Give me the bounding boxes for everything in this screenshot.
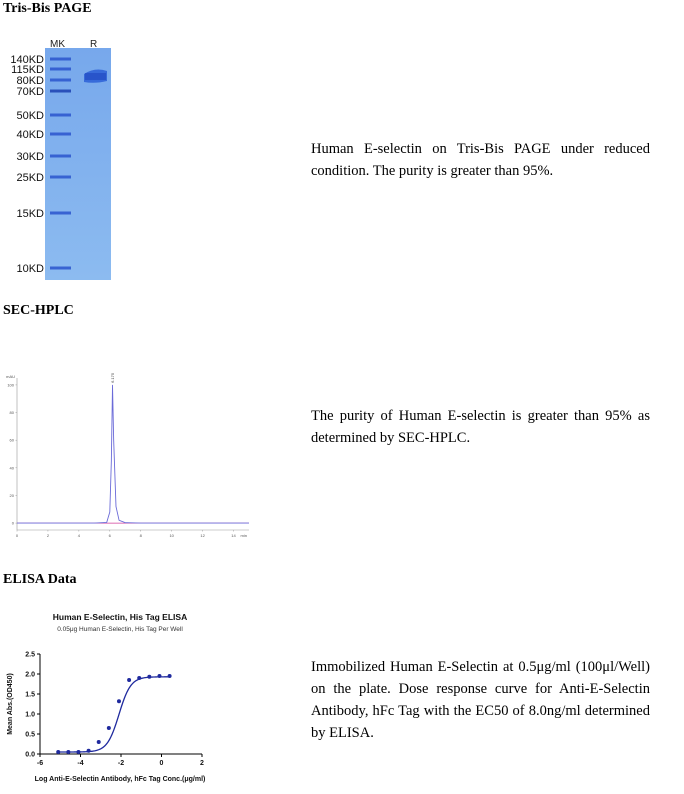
elisa-data-point [168, 674, 172, 678]
sample-band-core [85, 73, 106, 80]
elisa-y-tick-label: 2.0 [25, 671, 35, 679]
elisa-data-point [117, 699, 121, 703]
marker-band [50, 133, 71, 136]
elisa-data-point [127, 678, 131, 682]
gel-image [0, 38, 120, 280]
marker-label: 70KD [16, 86, 44, 98]
sec-y-tick-label: 80 [9, 410, 14, 416]
marker-band [50, 267, 71, 270]
elisa-data-point [157, 674, 161, 678]
gel-heading: Tris-Bis PAGE [3, 1, 92, 16]
elisa-data-point [66, 750, 70, 754]
gel-background [45, 48, 111, 280]
elisa-subtitle: 0.05μg Human E-Selectin, His Tag Per Well [57, 626, 183, 633]
marker-band [50, 68, 71, 71]
sec-x-tick-label: 2 [46, 533, 50, 538]
elisa-data-point [76, 750, 80, 754]
marker-band [50, 176, 71, 179]
elisa-x-label: Log Anti-E-Selectin Antibody, hFc Tag Conc.(μg/ml) [34, 776, 206, 783]
sec-y-tick-label: 40 [9, 465, 14, 471]
marker-label: 140KD [10, 54, 44, 66]
sec-y-unit: mAU [6, 374, 15, 379]
lane-label-r: R [90, 39, 98, 50]
sec-y-tick-label: 0 [11, 520, 14, 526]
elisa-chart [0, 608, 260, 794]
sec-description: The purity of Human E-selectin is greater than 95% as determined by SEC-HPLC. [311, 408, 650, 446]
sec-x-tick-label: 14 [231, 533, 236, 538]
sec-heading: SEC-HPLC [3, 303, 74, 318]
elisa-y-label: Mean Abs.(OD450) [7, 673, 14, 735]
elisa-x-tick-label: -6 [36, 760, 44, 767]
elisa-y-tick-label: 0.5 [25, 731, 35, 739]
elisa-data-point [137, 676, 141, 680]
marker-band [50, 90, 71, 93]
marker-band [50, 155, 71, 158]
sec-x-tick-label: 0 [15, 533, 19, 538]
sec-y-tick-label: 100 [7, 382, 14, 388]
elisa-title: Human E-Selectin, His Tag ELISA [52, 612, 188, 622]
marker-band [50, 212, 71, 215]
marker-label: 30KD [16, 151, 44, 163]
sec-y-tick-label: 20 [9, 492, 14, 498]
elisa-data-point [87, 749, 91, 753]
sec-chart [0, 370, 255, 548]
marker-band [50, 114, 71, 117]
sec-x-tick-label: 6 [108, 533, 111, 538]
elisa-y-tick-label: 2.5 [25, 651, 35, 659]
elisa-x-tick-label: 2 [200, 760, 204, 767]
marker-band [50, 58, 71, 61]
elisa-data-point [107, 726, 111, 730]
gel-description: Human E-selectin on Tris-Bis PAGE under reduced condition. The purity is greater than 95%. [311, 141, 650, 179]
sec-x-tick-label: 4 [77, 533, 80, 538]
marker-label: 80KD [16, 75, 44, 87]
marker-label: 115KD [11, 64, 44, 76]
sec-x-tick-label: 8 [139, 533, 142, 538]
marker-label: 10KD [16, 263, 44, 275]
elisa-fit-curve [58, 677, 170, 752]
elisa-data-point [56, 750, 60, 754]
elisa-x-tick-label: -4 [77, 760, 84, 767]
elisa-y-tick-label: 0.0 [25, 751, 35, 759]
marker-label: 50KD [16, 110, 44, 122]
elisa-data-point [97, 740, 101, 744]
sec-x-tick-label: 10 [169, 533, 174, 538]
marker-label: 15KD [16, 208, 44, 220]
elisa-heading: ELISA Data [3, 572, 77, 587]
marker-label: 40KD [16, 129, 44, 141]
sec-x-unit: min [240, 533, 247, 538]
marker-band [50, 79, 71, 82]
elisa-description: Immobilized Human E-Selectin at 0.5μg/ml (100μl/Well) on the plate. Dose response curve for Anti-E-Selectin Antibody, hFc Tag with the EC50 of 8.0ng/ml determined by ELISA. [311, 659, 650, 741]
elisa-y-tick-label: 1.0 [25, 711, 35, 719]
lane-label-mk: MK [50, 39, 65, 50]
elisa-y-tick-label: 1.5 [25, 691, 35, 699]
elisa-data-point [147, 675, 151, 679]
marker-label: 25KD [16, 172, 44, 184]
elisa-x-tick-label: -2 [117, 760, 125, 767]
sec-x-tick-label: 12 [200, 533, 205, 538]
sec-peak-label: 6.175 [110, 372, 116, 383]
elisa-x-tick-label: 0 [159, 760, 164, 767]
sec-trace [17, 385, 249, 523]
sec-y-tick-label: 60 [9, 437, 14, 443]
